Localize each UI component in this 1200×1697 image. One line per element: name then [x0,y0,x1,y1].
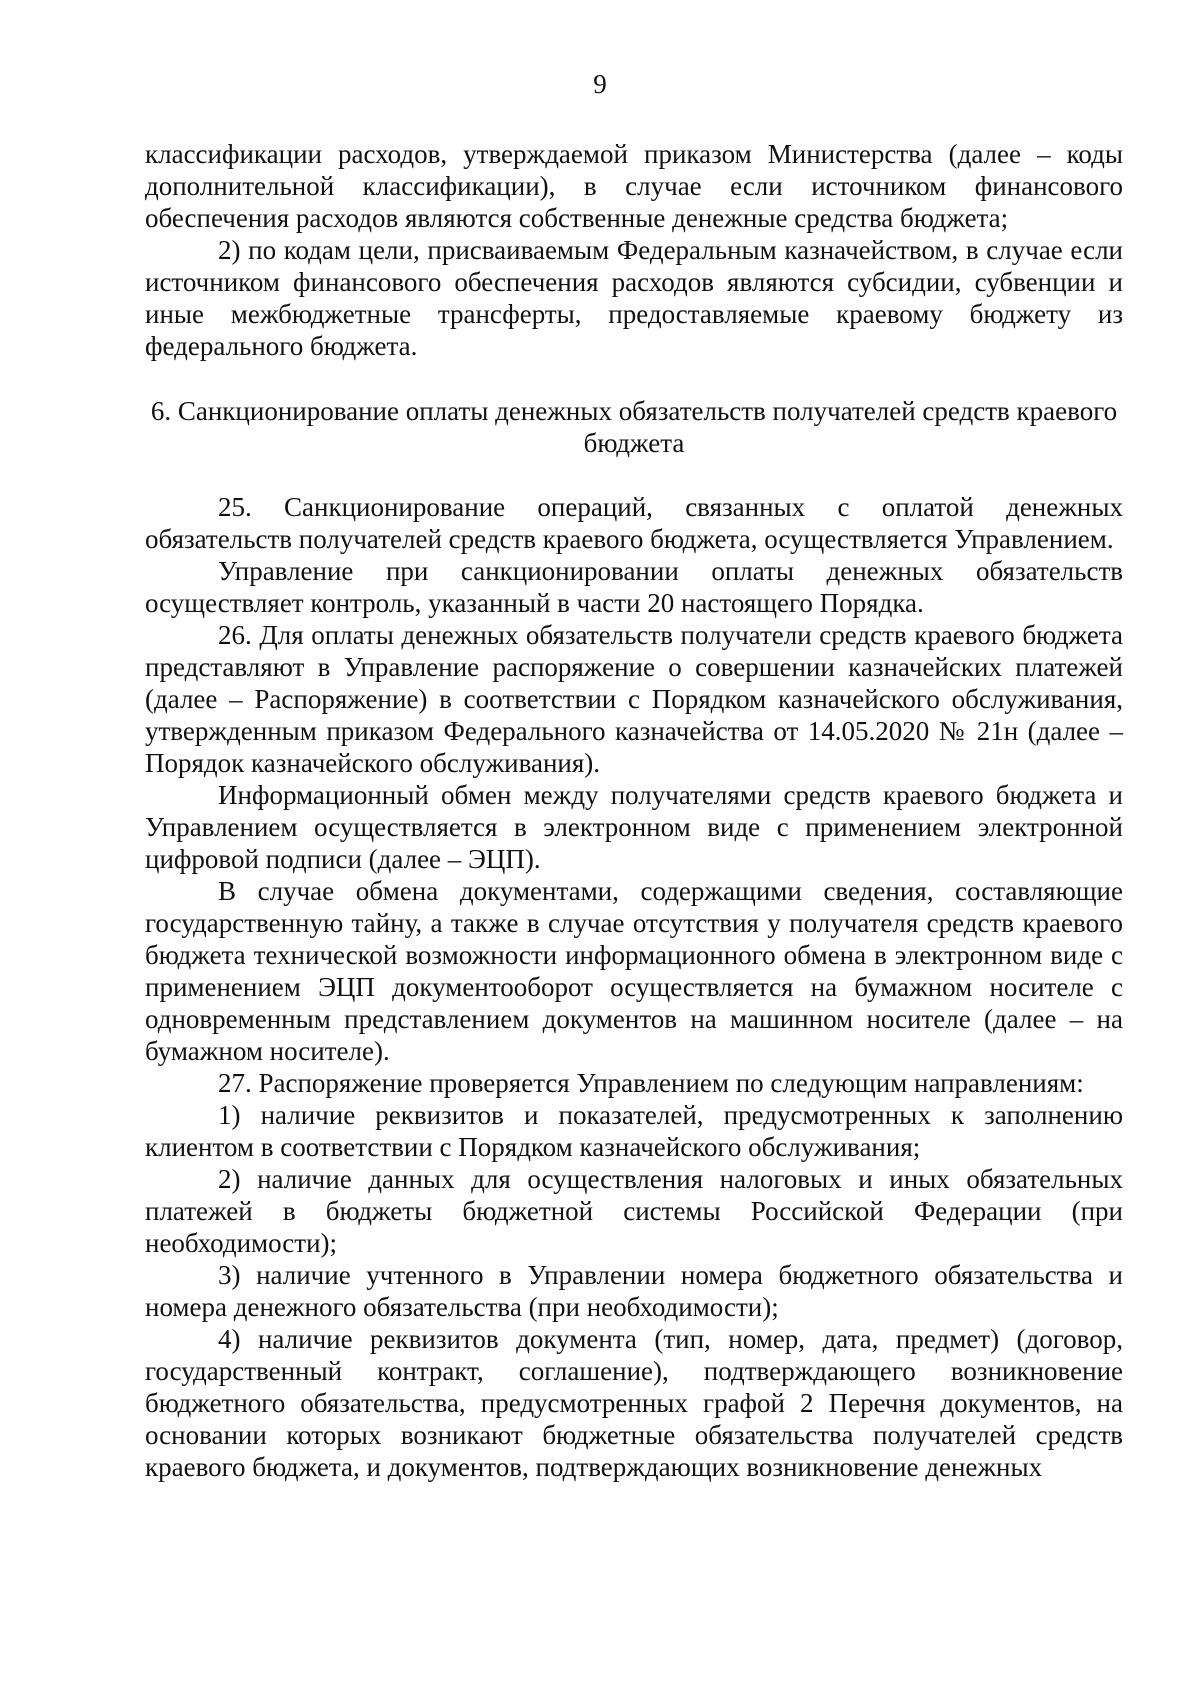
paragraph-continuation: классификации расходов, утверждаемой приказом Министерства (далее – коды дополнительной классификации), в случае если источником финансового обеспечения расходов являются собственные денежные средства бюджета; [145,139,1123,233]
paragraph-27-item-1: 1) наличие реквизитов и показателей, предусмотренных к заполнению клиентом в соответствии с Порядком казначейского обслуживания; [145,1100,1123,1162]
paragraph-25: 25. Санкционирование операций, связанных с оплатой денежных обязательств получателей средств краевого бюджета, осуществляется Управлением. [145,492,1123,554]
page-number: 9 [593,69,607,99]
paragraph-26: 26. Для оплаты денежных обязательств получатели средств краевого бюджета представляют в Управление распоряжение о совершении казначейских платежей (далее – Распоряжение) в соответствии с Порядком казначейского обслуживания, утвержденным приказом Федерального казначейства от 14.05.2020 № 21н (далее – Порядок казначейского обслуживания). [145,620,1123,778]
paragraph-item-2: 2) по кодам цели, присваиваемым Федеральным казначейством, в случае если источником финансового обеспечения расходов являются субсидии, субвенции и иные межбюджетные трансферты, предоставляемые краевому бюджету из федерального бюджета. [145,235,1123,361]
paragraph-26-exchange: Информационный обмен между получателями средств краевого бюджета и Управлением осуществляется в электронном виде с применением электронной цифровой подписи (далее – ЭЦП). [145,780,1123,874]
paragraph-27-item-4: 4) наличие реквизитов документа (тип, номер, дата, предмет) (договор, государственный контракт, соглашение), подтверждающего возникновение бюджетного обязательства, предусмотренных графой 2 Перечня документов, на основании которых возникают бюджетные обязательства получателей средств краевого бюджета, и документов, подтверждающих возникновение денежных [145,1324,1123,1482]
document-body [145,138,1123,1483]
section-heading: 6. Санкционирование оплаты денежных обязательств получателей средств краевого бюджета [150,396,1118,458]
paragraph-27-item-3: 3) наличие учтенного в Управлении номера бюджетного обязательства и номера денежного обязательства (при необходимости); [145,1260,1123,1322]
paragraph-27-item-2: 2) наличие данных для осуществления налоговых и иных обязательных платежей в бюджеты бюджетной системы Российской Федерации (при необходимости); [145,1164,1123,1258]
paragraph-27: 27. Распоряжение проверяется Управлением по следующим направлениям: [218,1068,1084,1098]
paragraph-26-paper: В случае обмена документами, содержащими сведения, составляющие государственную тайну, а также в случае отсутствия у получателя средств краевого бюджета технической возможности информационного обмена в электронном виде с применением ЭЦП документооборот осуществляется на бумажном носителе с одновременным представлением документов на машинном носителе (далее – на бумажном носителе). [145,876,1123,1066]
paragraph-25-control: Управление при санкционировании оплаты денежных обязательств осуществляет контроль, указанный в части 20 настоящего Порядка. [145,556,1123,618]
